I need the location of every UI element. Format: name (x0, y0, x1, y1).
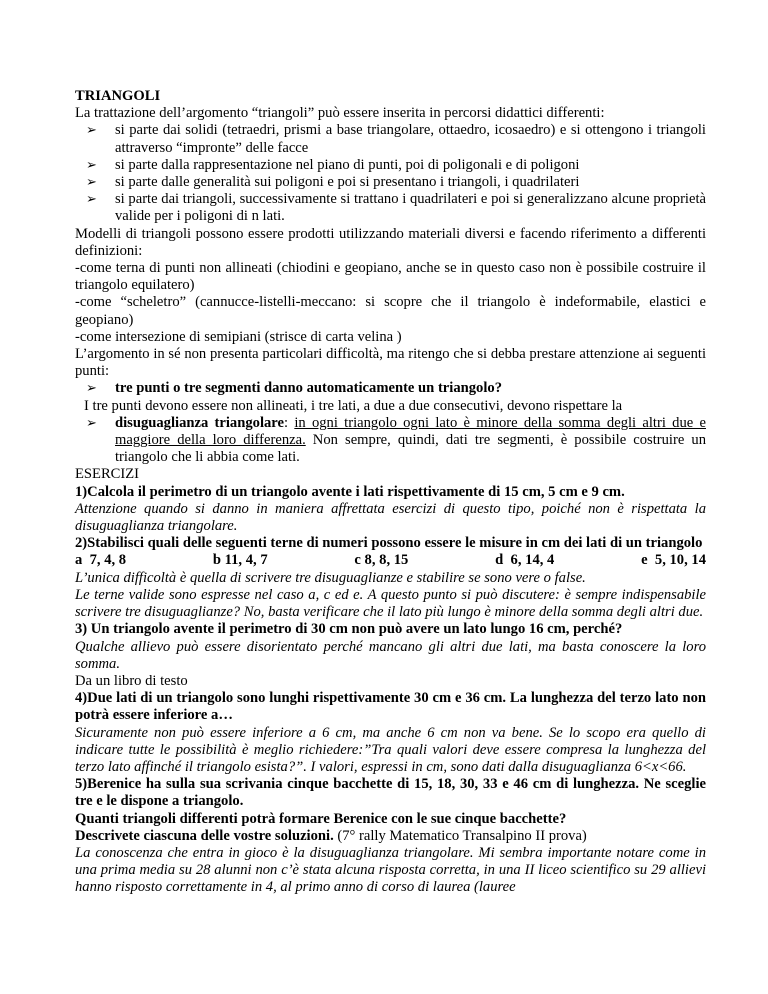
exercise-3: 3) Un triangolo avente il perimetro di 30 cm non può avere un lato lungo 16 cm, perché? (75, 621, 623, 638)
list-item: ➢ si parte dalle generalità sui poligoni e poi si presentano i triangoli, i quadrilateri (86, 174, 580, 191)
key-point-1: ➢ tre punti o tre segmenti danno automaticamente un triangolo? (86, 380, 502, 397)
intro-paragraph: La trattazione dell’argomento “triangoli” può essere inserita in percorsi didattici differenti: (75, 105, 605, 122)
exercise-1: 1)Calcola il perimetro di un triangolo avente i lati rispettivamente di 15 cm, 5 cm e 9 cm. (75, 483, 625, 500)
option-c: c 8, 8, 15 (354, 552, 409, 569)
model-item: -come intersezione di semipiani (strisce di carta velina ) (75, 328, 402, 345)
exercise-2-note-1: L’unica difficoltà è quella di scrivere tre disuguaglianze e stabilire se sono vere o false. (75, 569, 586, 586)
list-item: ➢ si parte dalla rappresentazione nel piano di punti, poi di poligonali e di poligoni (86, 156, 580, 173)
exercise-1-note: Attenzione quando si danno in maniera affrettata esercizi di questo tipo, poiché non è rispettata la disuguaglianza triangolare. (75, 500, 706, 535)
option-d: d 6, 14, 4 (495, 552, 555, 569)
document-title: TRIANGOLI (75, 88, 161, 104)
didactic-paths-list (75, 122, 706, 225)
attention-paragraph: L’argomento in sé non presenta particolari difficoltà, ma ritengo che si debba prestare attenzione ai seguenti punti: (75, 346, 706, 380)
exercise-2-options (75, 552, 706, 569)
model-item: -come terna di punti non allineati (chiodini e geopiano, anche se in questo caso non è possibile costruire il triangolo equilatero) (75, 260, 706, 294)
key-point-1-note: I tre punti devono essere non allineati, i tre lati, a due a due consecutivi, devono rispettare la (84, 397, 623, 414)
model-item: -come “scheletro” (cannucce-listelli-meccano: si scopre che il triangolo è indeformabile, elastici e geopiano) (75, 294, 706, 328)
exercise-5: 5)Berenice ha sulla sua scrivania cinque bacchette di 15, 18, 30, 33 e 46 cm di lunghezza. Ne sceglie tre e le dispone a triangolo. (75, 776, 706, 810)
exercise-5-note: La conoscenza che entra in gioco è la disuguaglianza triangolare. Mi sembra importante notare come in una prima media su 28 alunni non c’è stata alcuna risposta corretta, in una II liceo scientifico su 29 allievi hanno risposto correttamente in 4, al primo anno di corso di laurea (lauree (75, 844, 706, 896)
models-intro: Modelli di triangoli possono essere prodotti utilizzando materiali diversi e facendo riferimento a differenti definizioni: (75, 225, 706, 259)
option-b: b 11, 4, 7 (212, 552, 268, 569)
arrow-bullet-icon: ➢ (86, 123, 97, 139)
exercise-5-question: Quanti triangoli differenti potrà formare Berenice con le sue cinque bacchette? (75, 810, 567, 827)
arrow-bullet-icon: ➢ (86, 415, 97, 431)
arrow-bullet-icon: ➢ (86, 157, 97, 173)
option-a: a 7, 4, 8 (75, 552, 127, 569)
option-e: e 5, 10, 14 (641, 552, 706, 569)
arrow-bullet-icon: ➢ (86, 192, 97, 208)
list-item: ➢ si parte dai triangoli, successivamente si trattano i quadrilateri e poi si generalizzano alcune proprietà valide per i poligoni di n lati. (86, 191, 706, 225)
arrow-bullet-icon: ➢ (86, 175, 97, 191)
exercise-3-note: Qualche allievo può essere disorientato perché mancano gli altri due lati, ma basta conoscere la loro somma. (75, 638, 706, 672)
exercise-2-note-2: Le terne valide sono espresse nel caso a, c ed e. A questo punto si può discutere: è sempre indispensabile scrivere tre disuguaglianze? No, basta verificare che il lato più lungo è minore della somma degli altri due. (75, 586, 706, 621)
exercise-4: 4)Due lati di un triangolo sono lunghi rispettivamente 30 cm e 36 cm. La lunghezza del terzo lato non potrà essere inferiore a… (75, 690, 706, 724)
arrow-bullet-icon: ➢ (86, 381, 97, 397)
source-book: Da un libro di testo (75, 672, 188, 689)
exercise-5-description: Descrivete ciascuna delle vostre soluzioni. (7° rally Matematico Transalpino II prova) (75, 827, 587, 844)
list-item: ➢ si parte dai solidi (tetraedri, prismi a base triangolare, ottaedro, icosaedro) e si ottengono i triangoli attraverso “impronte” delle facce (86, 122, 706, 156)
exercise-4-note: Sicuramente non può essere inferiore a 6 cm, ma anche 6 cm non va bene. Se lo scopo era quello di indicare tutte le possibilità è meglio richiedere:”Tra quali valori deve essere compresa la lunghezza del terzo lato affinché il triangolo esista?”. I valori, espressi in cm, sono dati dalla disuguaglianza 6<x<66. (75, 724, 706, 775)
exercise-2: 2)Stabilisci quali delle seguenti terne di numeri possono essere le misure in cm dei lati di un triangolo (75, 535, 703, 552)
key-point-2: ➢ disuguaglianza triangolare: in ogni triangolo ogni lato è minore della somma degli altri due e maggiore della loro differenza. Non sempre, quindi, dati tre segmenti, è possibile costruire un triangolo che li abbia come lati. (86, 414, 706, 466)
exercises-heading: ESERCIZI (75, 466, 140, 483)
